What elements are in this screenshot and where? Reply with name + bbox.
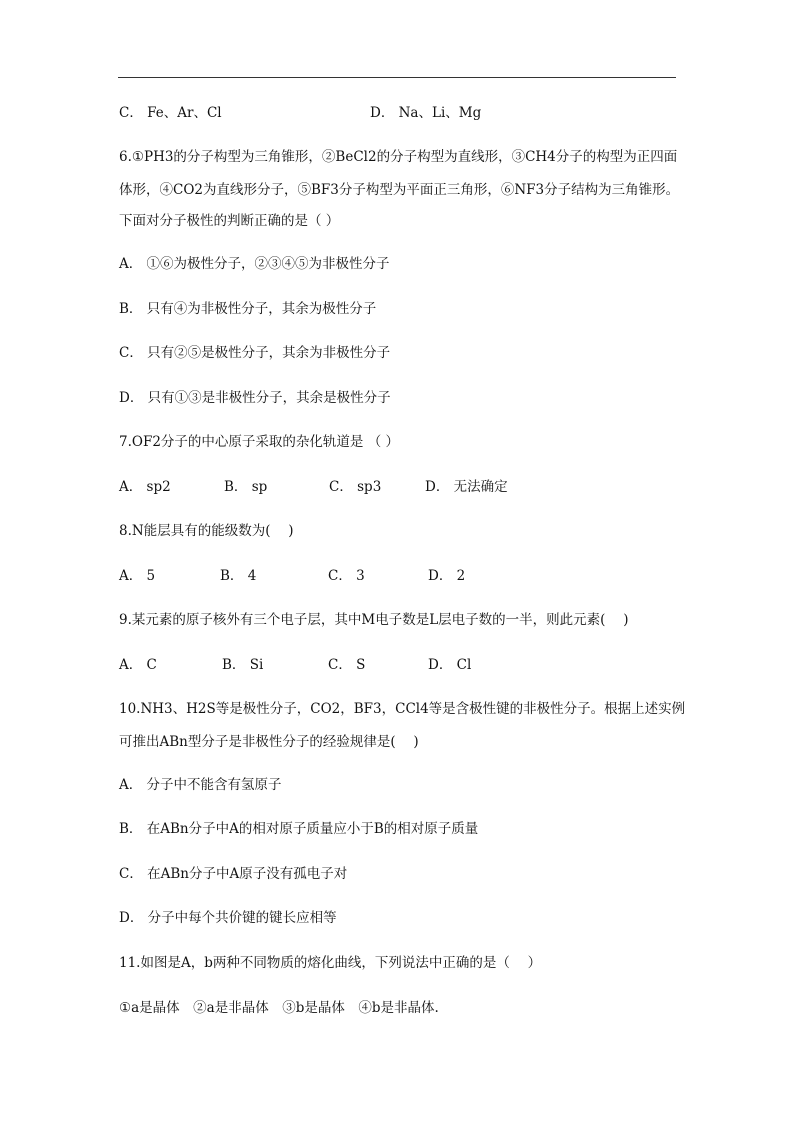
q10-option-c: C． 在ABn分子中A原子没有孤电子对 <box>119 866 348 882</box>
q11-stem: 11.如图是A，b两种不同物质的熔化曲线，下列说法中正确的是（ ） <box>119 955 542 971</box>
q6-option-d: D． 只有①③是非极性分子，其余是极性分子 <box>119 390 391 406</box>
q6-option-c: C． 只有②⑤是极性分子，其余为非极性分子 <box>119 345 391 361</box>
q8-option-a: A． 5 <box>119 568 156 584</box>
q6-stem-line-3: 下面对分子极性的判断正确的是（ ） <box>119 213 340 229</box>
q10-stem-line-1: 10.NH3、H2S等是极性分子，CO2，BF3，CCl4等是含极性键的非极性分子。根据上述实例 <box>119 701 686 717</box>
q7-option-a: A． sp2 <box>119 479 171 495</box>
q6-stem-line-2: 体形，④CO2为直线形分子，⑤BF3分子构型为平面正三角形，⑥NF3分子结构为三角锥形。 <box>119 182 680 198</box>
q9-option-a: A． C <box>119 657 157 673</box>
q7-option-d: D． 无法确定 <box>425 479 508 495</box>
q9-option-b: B． Si <box>222 657 264 673</box>
q7-stem: 7.OF2分子的中心原子采取的杂化轨道是 （ ） <box>119 434 399 450</box>
q8-option-d: D． 2 <box>428 568 466 584</box>
q6-option-a: A． ①⑥为极性分子，②③④⑤为非极性分子 <box>119 256 390 272</box>
q8-option-c: C． 3 <box>328 568 365 584</box>
q10-option-a: A． 分子中不能含有氢原子 <box>119 777 282 793</box>
q9-option-c: C． S <box>328 657 366 673</box>
q8-option-b: B． 4 <box>220 568 257 584</box>
q6-stem-line-1: 6.①PH3的分子构型为三角锥形，②BeCl2的分子构型为直线形，③CH4分子的构型为正四面 <box>119 149 678 165</box>
q10-stem-line-2: 可推出ABn型分子是非极性分子的经验规律是( ) <box>119 734 419 750</box>
q10-option-d: D． 分子中每个共价键的键长应相等 <box>119 910 337 926</box>
q5-option-d: D． Na、Li、Mg <box>370 105 482 121</box>
q10-option-b: B． 在ABn分子中A的相对原子质量应小于B的相对原子质量 <box>119 821 479 837</box>
q5-option-c: C． Fe、Ar、Cl <box>119 105 222 121</box>
q8-stem: 8.N能层具有的能级数为( ) <box>119 523 294 539</box>
q11-statements: ①a是晶体 ②a是非晶体 ③b是晶体 ④b是非晶体. <box>119 1000 439 1016</box>
q6-option-b: B． 只有④为非极性分子，其余为极性分子 <box>119 301 377 317</box>
q7-option-c: C． sp3 <box>329 479 382 495</box>
q7-option-b: B． sp <box>224 479 268 495</box>
q9-stem: 9.某元素的原子核外有三个电子层，其中M电子数是L层电子数的一半，则此元素( ) <box>119 612 629 628</box>
q9-option-d: D． Cl <box>428 657 472 673</box>
header-rule <box>118 77 676 78</box>
